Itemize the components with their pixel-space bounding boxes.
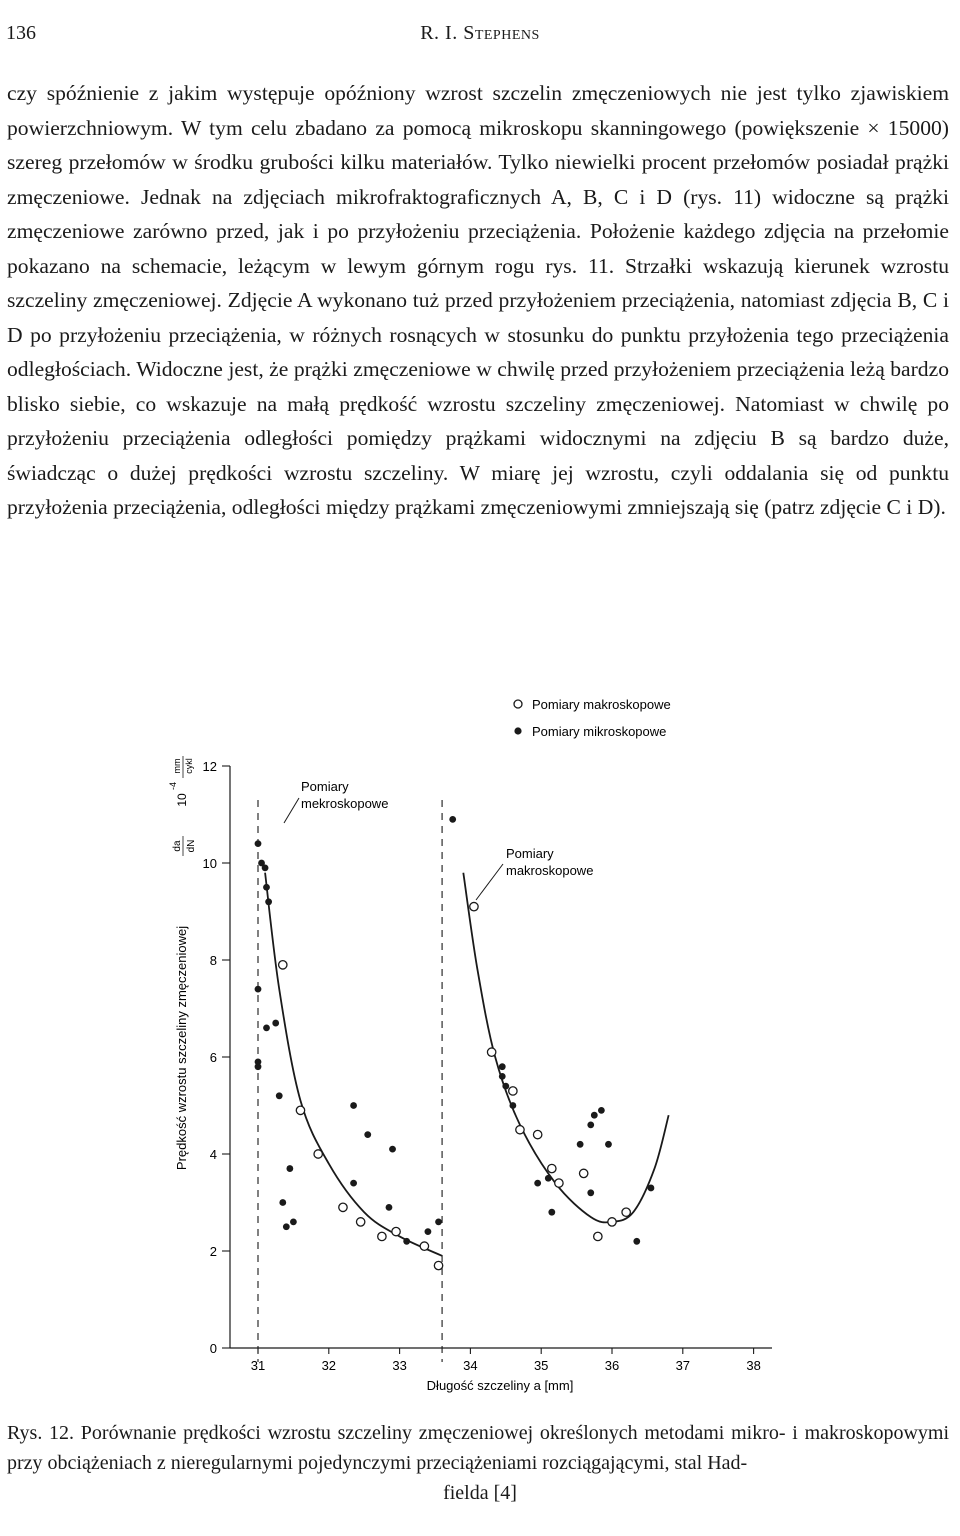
figure-chart (0, 628, 960, 1408)
macro-point (296, 1106, 304, 1114)
figure-caption (7, 1418, 949, 1478)
micro-point (545, 1175, 552, 1182)
y-tick-label: 0 (209, 1341, 217, 1356)
macro-point (487, 1048, 495, 1056)
micro-point (587, 1122, 594, 1129)
macro-point (356, 1218, 364, 1226)
legend-marker-filled (514, 727, 521, 734)
y-tick-label: 12 (202, 759, 217, 774)
y-tick-label: 10 (202, 856, 217, 871)
x-tick-label: 32 (321, 1358, 337, 1373)
y-tick-label: 8 (209, 953, 217, 968)
macro-point (420, 1242, 428, 1250)
micro-point (283, 1223, 290, 1230)
x-tick-label: 31 (250, 1358, 266, 1373)
chart-svg (0, 628, 960, 1408)
micro-point (258, 860, 265, 867)
macro-point (608, 1218, 616, 1226)
macro-point (378, 1232, 386, 1240)
page-header (0, 22, 960, 50)
legend-label-micro: Pomiary mikroskopowe (532, 724, 667, 739)
annotation-left-arrow (284, 798, 299, 823)
micro-point (276, 1092, 283, 1099)
macro-point (339, 1203, 347, 1211)
chart-marks (255, 816, 655, 1270)
micro-point (598, 1107, 605, 1114)
micro-point (502, 1083, 509, 1090)
caption-text: Rys. 12. Porównanie prędkości wzrostu szczeliny zmęczeniowej określonych metodami mikro- i makroskopowymi przy obciążeniach z nieregularnymi pojedynczymi przeciążeniami rozciągającymi, stal Had- (7, 1422, 949, 1474)
macro-point (509, 1087, 517, 1095)
fit-curves (265, 873, 669, 1256)
page-number: 136 (6, 22, 36, 44)
x-axis-label: Długość szczeliny a [mm] (426, 1378, 574, 1393)
micro-point (591, 1112, 598, 1119)
micro-point (279, 1199, 286, 1206)
macro-point (579, 1169, 587, 1177)
running-head (0, 22, 960, 45)
micro-point (364, 1131, 371, 1138)
x-tick-label: 38 (746, 1358, 761, 1373)
micro-point (577, 1141, 584, 1148)
macro-point (594, 1232, 602, 1240)
micro-point (548, 1209, 555, 1216)
micro-point (499, 1063, 506, 1070)
annotation-right-arrow (476, 864, 503, 900)
micro-point (499, 1073, 506, 1080)
annotation-left-line1: Pomiary (301, 779, 349, 794)
macro-point (555, 1179, 563, 1187)
y-formula-unit-num: mm (172, 758, 182, 774)
macro-point (622, 1208, 630, 1216)
annotation-right-line2: makroskopowe (506, 863, 594, 878)
micro-point (435, 1219, 442, 1226)
micro-point (265, 898, 272, 905)
micro-point (350, 1102, 357, 1109)
micro-point (449, 816, 456, 823)
macro-point (516, 1126, 524, 1134)
micro-point (633, 1238, 640, 1245)
x-tick-label: 37 (675, 1358, 691, 1373)
y-formula-denominator: dN (186, 839, 197, 853)
micro-point (648, 1185, 655, 1192)
x-tick-label: 35 (533, 1358, 549, 1373)
micro-point (272, 1020, 279, 1027)
micro-point (263, 884, 270, 891)
caption-last-line: fielda [4] (443, 1482, 517, 1504)
legend-label-macro: Pomiary makroskopowe (532, 697, 671, 712)
overload-lines (258, 800, 442, 1362)
macro-point (533, 1130, 541, 1138)
micro-point (255, 1063, 262, 1070)
macro-point (314, 1150, 322, 1158)
macro-point (279, 961, 287, 969)
micro-point (389, 1146, 396, 1153)
annotation-right-line1: Pomiary (506, 846, 554, 861)
micro-point (425, 1228, 432, 1235)
x-tick-label: 33 (392, 1358, 407, 1373)
macro-point (470, 902, 478, 910)
macro-point (392, 1227, 400, 1235)
micro-point (403, 1238, 410, 1245)
annotation-right (476, 846, 593, 900)
chart-legend (514, 697, 671, 739)
micro-point (509, 1102, 516, 1109)
y-formula-unit-power: -4 (168, 781, 178, 791)
micro-point (255, 986, 262, 993)
y-formula-unit-den: cykl (184, 758, 194, 774)
y-formula-numerator: da (172, 840, 183, 852)
y-tick-label: 6 (209, 1050, 217, 1065)
micro-point (534, 1180, 541, 1187)
micro-point (605, 1141, 612, 1148)
micro-point (587, 1189, 594, 1196)
y-axis-label: Prędkość wzrostu szczeliny zmęczeniowej (174, 925, 189, 1171)
annotation-left-line2: mekroskopowe (301, 796, 389, 811)
micro-point (350, 1180, 357, 1187)
annotation-left (284, 779, 388, 823)
body-paragraph: czy spóźnienie z jakim występuje opóźniony wzrost szczelin zmęczeniowych nie jest tylko zjawiskiem powierzchniowym. W tym celu zbadano za pomocą mikroskopu skanningowego (powiększenie × 15000) szereg przełomów w środku grubości kilku materiałów. Tylko niewielki procent przełomów posiadał prążki zmęczeniowe. Jednak na zdjęciach mikrofraktograficznych A, B, C i D (rys. 11) widoczne są prążki zmęczeniowe zarówno przed, jak i po przyłożeniu przeciążenia. Położenie każdego zdjęcia na przełomie pokazano na schemacie, leżącym w lewym górnym rogu rys. 11. Strzałki wskazują kierunek wzrostu szczeliny zmęczeniowej. Zdjęcie A wykonano tuż przed przyłożeniem przeciążenia, natomiast zdjęcia B, C i D po przyłożeniu przeciążenia, w różnych rosnących w stosunku do punktu przyłożenia tego przeciążenia odległościach. Widoczne jest, że prążki zmęczeniowe w chwilę przed przyłożeniem przeciążenia leżą bardzo blisko siebie, co wskazuje na małą prędkość wzrostu szczeliny zmęczeniowej. Natomiast w chwilę po przyłożeniu przeciążenia odległości pomiędzy prążkami widocznymi na zdjęciu B są bardzo duże, świadcząc o dużej prędkości wzrostu szczeliny. W miarę jej wzrostu, czyli oddalania się od punktu przyłożenia przeciążenia, odległości między prążkami zmęczeniowymi zmniejszają się (patrz zdjęcie C i D). (7, 81, 949, 519)
legend-marker-open (514, 700, 522, 708)
body-text (7, 76, 949, 525)
x-tick-label: 34 (463, 1358, 478, 1373)
micro-point (263, 1025, 270, 1032)
macro-point (434, 1261, 442, 1269)
micro-point (286, 1165, 293, 1172)
y-tick-label: 2 (209, 1244, 217, 1259)
micro-point (290, 1219, 297, 1226)
fit-curve (265, 873, 442, 1256)
macro-point (548, 1164, 556, 1172)
chart-axes (203, 759, 772, 1373)
micro-point (255, 840, 262, 847)
micro-point (386, 1204, 393, 1211)
y-formula-unit-base: 10 (175, 793, 189, 807)
y-tick-label: 4 (209, 1147, 217, 1162)
fit-curve (463, 873, 668, 1223)
y-axis-label-group (168, 756, 197, 1170)
running-head-author: R. I. Stephens (420, 22, 540, 44)
x-tick-label: 36 (604, 1358, 620, 1373)
